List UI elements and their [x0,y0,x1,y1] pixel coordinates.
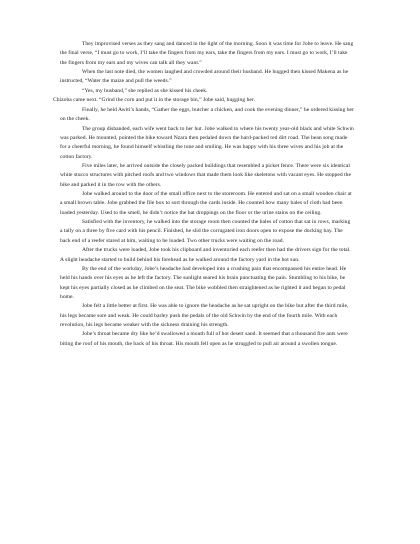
paragraph-13: Jobe’s throat became dry like he’d swallowed a mouth full of hot desert sand. It seemed that a thousand fire ants were biting the roof of his mouth, the back of his throat. His mouth fell open as he struggled to pull air around a swollen tongue. [60,331,348,347]
paragraph-5: Finally, he held Awiti’s hands, “Gather the eggs, butcher a chicken, and cook the evening dinner,” he ordered kissing her on the cheek. [60,106,354,123]
paragraph-12: Jobe felt a little better at first. He was able to ignore the headache as he sat upright on the bike but after the third mile, his legs became sore and weak. He could barley push the pedals of the old Schwin by the end of the fourth mile. With each revolution, his legs became weaker with the sickness draining his strength. [60,303,349,328]
paragraph-4: Chizoba came next. “Grind the corn and put it in the storage bin,” Jobe said, hugging her. [53,97,255,104]
paragraph-9: Satisfied with the inventory, he walked into the storage room then counted the bales of cotton that sat in rows, marking a tally on a three by five card with his pencil. Finished, he slid the corrugated iron doors open to expose the docking bay. The back end of a reefer stared at him, waiting to be loaded. Two other trucks were waiting on the road. [60,219,351,244]
paragraph-2: When the last note died, the women laughed and crowded around their husband. He hugged then kissed Makena as he instructed, “Water the maize and pull the weeds.” [60,69,349,85]
paragraph-11: By the end of the workday, Jobe’s headache had developed into a crushing pain that encompassed his entire head. He held his hands over his eyes as he left the factory. The sunlight seared his brain punctuating the pain. Stumbling to his bike, he kept his eyes partially closed as he climbed on the seat. The bike wobbled then straightened as he righted it and began to pedal home. [60,266,347,300]
paragraph-10: After the trucks were loaded, Jobe took his clipboard and inventoried each reefer then had the drivers sign for the total. A slight headache started to build behind his forehead as he walked around the factory yard in the hot sun. [60,247,351,263]
paragraph-1: They improvised verses as they sang and danced in the light of the morning. Soon it was time for Jobe to leave. He sang the final verse, “I must go to work, I’ll take the fingers from my ears, take the fingers from my ears. I must go to work, I’ll take the fingers from my ears and my wives can talk all they want.” [60,41,354,66]
paragraph-7: Five miles later, he arrived outside the closely packed buildings that resembled a picket fence. There were six identical white stucco structures with pitched roofs and two windows that made them look like skeletons with vacant eyes. He stopped the bike and parked it in the row with the others. [60,162,351,188]
paragraph-3: “Yes, my husband,” she replied as she kissed his cheek. [82,87,208,94]
paragraph-6: The group disbanded, each wife went back to her hut. Jobe walked to where his twenty year-old black and white Schwin was parked. He mounted, pointed the bike toward Nzara then pedaled down the hard-packed red dirt road. The bean song made for a cheerful morning, he found himself whistling the tune and smiling. He was happy with his three wives and his job at the cotton factory. [60,125,354,160]
paragraph-8: Jobe walked around to the door of the small office next to the storeroom. He entered and sat on a small wooden chair at a small brown table. Jobe grabbed the file box to sort through the cards inside. He counted how many bales of cloth had been loaded yesterday. Used to the smell, he didn’t notice the bat droppings on the floor or the urine stains on the ceiling. [60,191,352,216]
